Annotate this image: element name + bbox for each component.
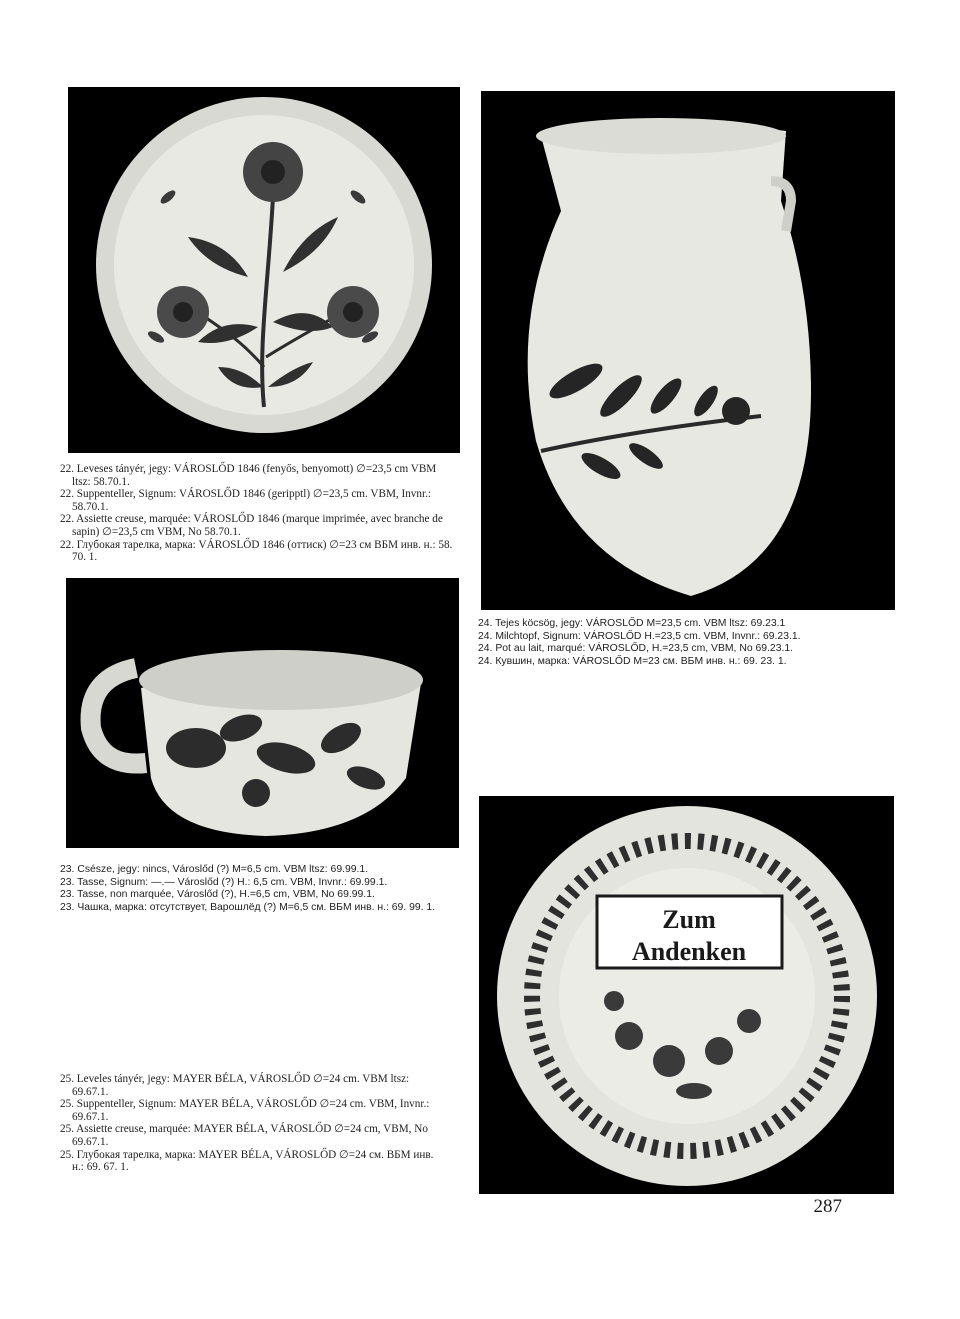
caption-22-hu: 22. Leveses tányér, jegy: VÁROSLŐD 1846 (fenyős, benyomott) ∅=23,5 cm VBM ltsz: 58.70.1.: [60, 463, 437, 488]
plate-22-photo: [68, 87, 460, 453]
caption-25-hu: 25. Leveles tányér, jegy: MAYER BÉLA, VÁROSLŐD ∅=24 cm. VBM ltsz: 69.67.1.: [60, 1073, 410, 1098]
caption-24-de: 24. Milchtopf, Signum: VÁROSLŐD H.=23,5 cm. VBM, Invnr.: 69.23.1.: [478, 630, 801, 642]
plate-25-inscription-line2: Andenken: [631, 937, 747, 966]
caption-25: [60, 1073, 440, 1174]
caption-24-fr: 24. Pot au lait, marqué: VÁROSLŐD, H.=23,5 cm, VBM, No 69.23.1.: [478, 643, 794, 655]
caption-24-ru: 24. Кувшин, марка: VÁROSLŐD M=23 см. ВБМ инв. н.: 69. 23. 1.: [478, 655, 787, 667]
caption-23-ru: 23. Чашка, марка: отсутствует, Варошлёд (?) M=6,5 см. ВБМ инв. н.: 69. 99. 1.: [60, 901, 436, 913]
caption-25-ru: 25. Глубокая тарелка, марка: MAYER BÉLA, VÁROSLŐD ∅=24 см. ВБМ инв. н.: 69. 67. 1.: [60, 1148, 434, 1174]
plate-25-inscription-line1: Zum: [662, 905, 716, 934]
plate-25-photo: [479, 796, 894, 1194]
caption-23-de: 23. Tasse, Signum: —.— Városlőd (?) H.: 6,5 cm. VBM, Invnr.: 69.99.1.: [60, 876, 388, 888]
plate-25-illustration: [479, 796, 894, 1194]
caption-23: [60, 864, 454, 914]
flower-top: [243, 142, 303, 202]
flower-right: [327, 286, 379, 338]
caption-24: [478, 618, 888, 668]
caption-22-de: 22. Suppenteller, Signum: VÁROSLŐD 1846 (geripptl) ∅=23,5 cm. VBM, Invnr.: 58.70.1.: [60, 488, 432, 513]
caption-23-hu: 23. Csésze, jegy: nincs, Városlőd (?) M=6,5 cm. VBM ltsz: 69.99.1.: [60, 864, 369, 875]
cup-23-illustration: [66, 578, 459, 848]
page-number: 287: [813, 1196, 842, 1217]
caption-22: [60, 463, 454, 564]
flower-left: [157, 286, 209, 338]
caption-22-ru: 22. Глубокая тарелка, марка: VÁROSLŐD 1846 (оттиск) ∅=23 см ВБМ инв. н.: 58. 70. 1.: [60, 538, 453, 564]
caption-24-hu: 24. Tejes köcsög, jegy: VÁROSLŐD M=23,5 cm. VBM ltsz: 69.23.1: [478, 618, 786, 629]
caption-22-fr: 22. Assiette creuse, marquée: VÁROSLŐD 1846 (marque imprimée, avec branche de sapin) ∅=23,5 cm VBM, No 58.70.1.: [60, 513, 443, 538]
caption-25-fr: 25. Assiette creuse, marquée: MAYER BÉLA, VÁROSLŐD ∅=24 cm, VBM, No 69.67.1.: [60, 1123, 428, 1148]
jug-24-photo: [481, 91, 895, 610]
jug-24-illustration: [481, 91, 895, 610]
caption-25-de: 25. Suppenteller, Signum: MAYER BÉLA, VÁROSLŐD ∅=24 cm. VBM, Invnr.: 69.67.1.: [60, 1098, 430, 1123]
plate-22-illustration: [68, 87, 460, 453]
cup-23-photo: [66, 578, 459, 848]
caption-23-fr: 23. Tasse, non marquée, Városlőd (?), H.=6,5 cm, VBM, No 69.99.1.: [60, 889, 375, 901]
